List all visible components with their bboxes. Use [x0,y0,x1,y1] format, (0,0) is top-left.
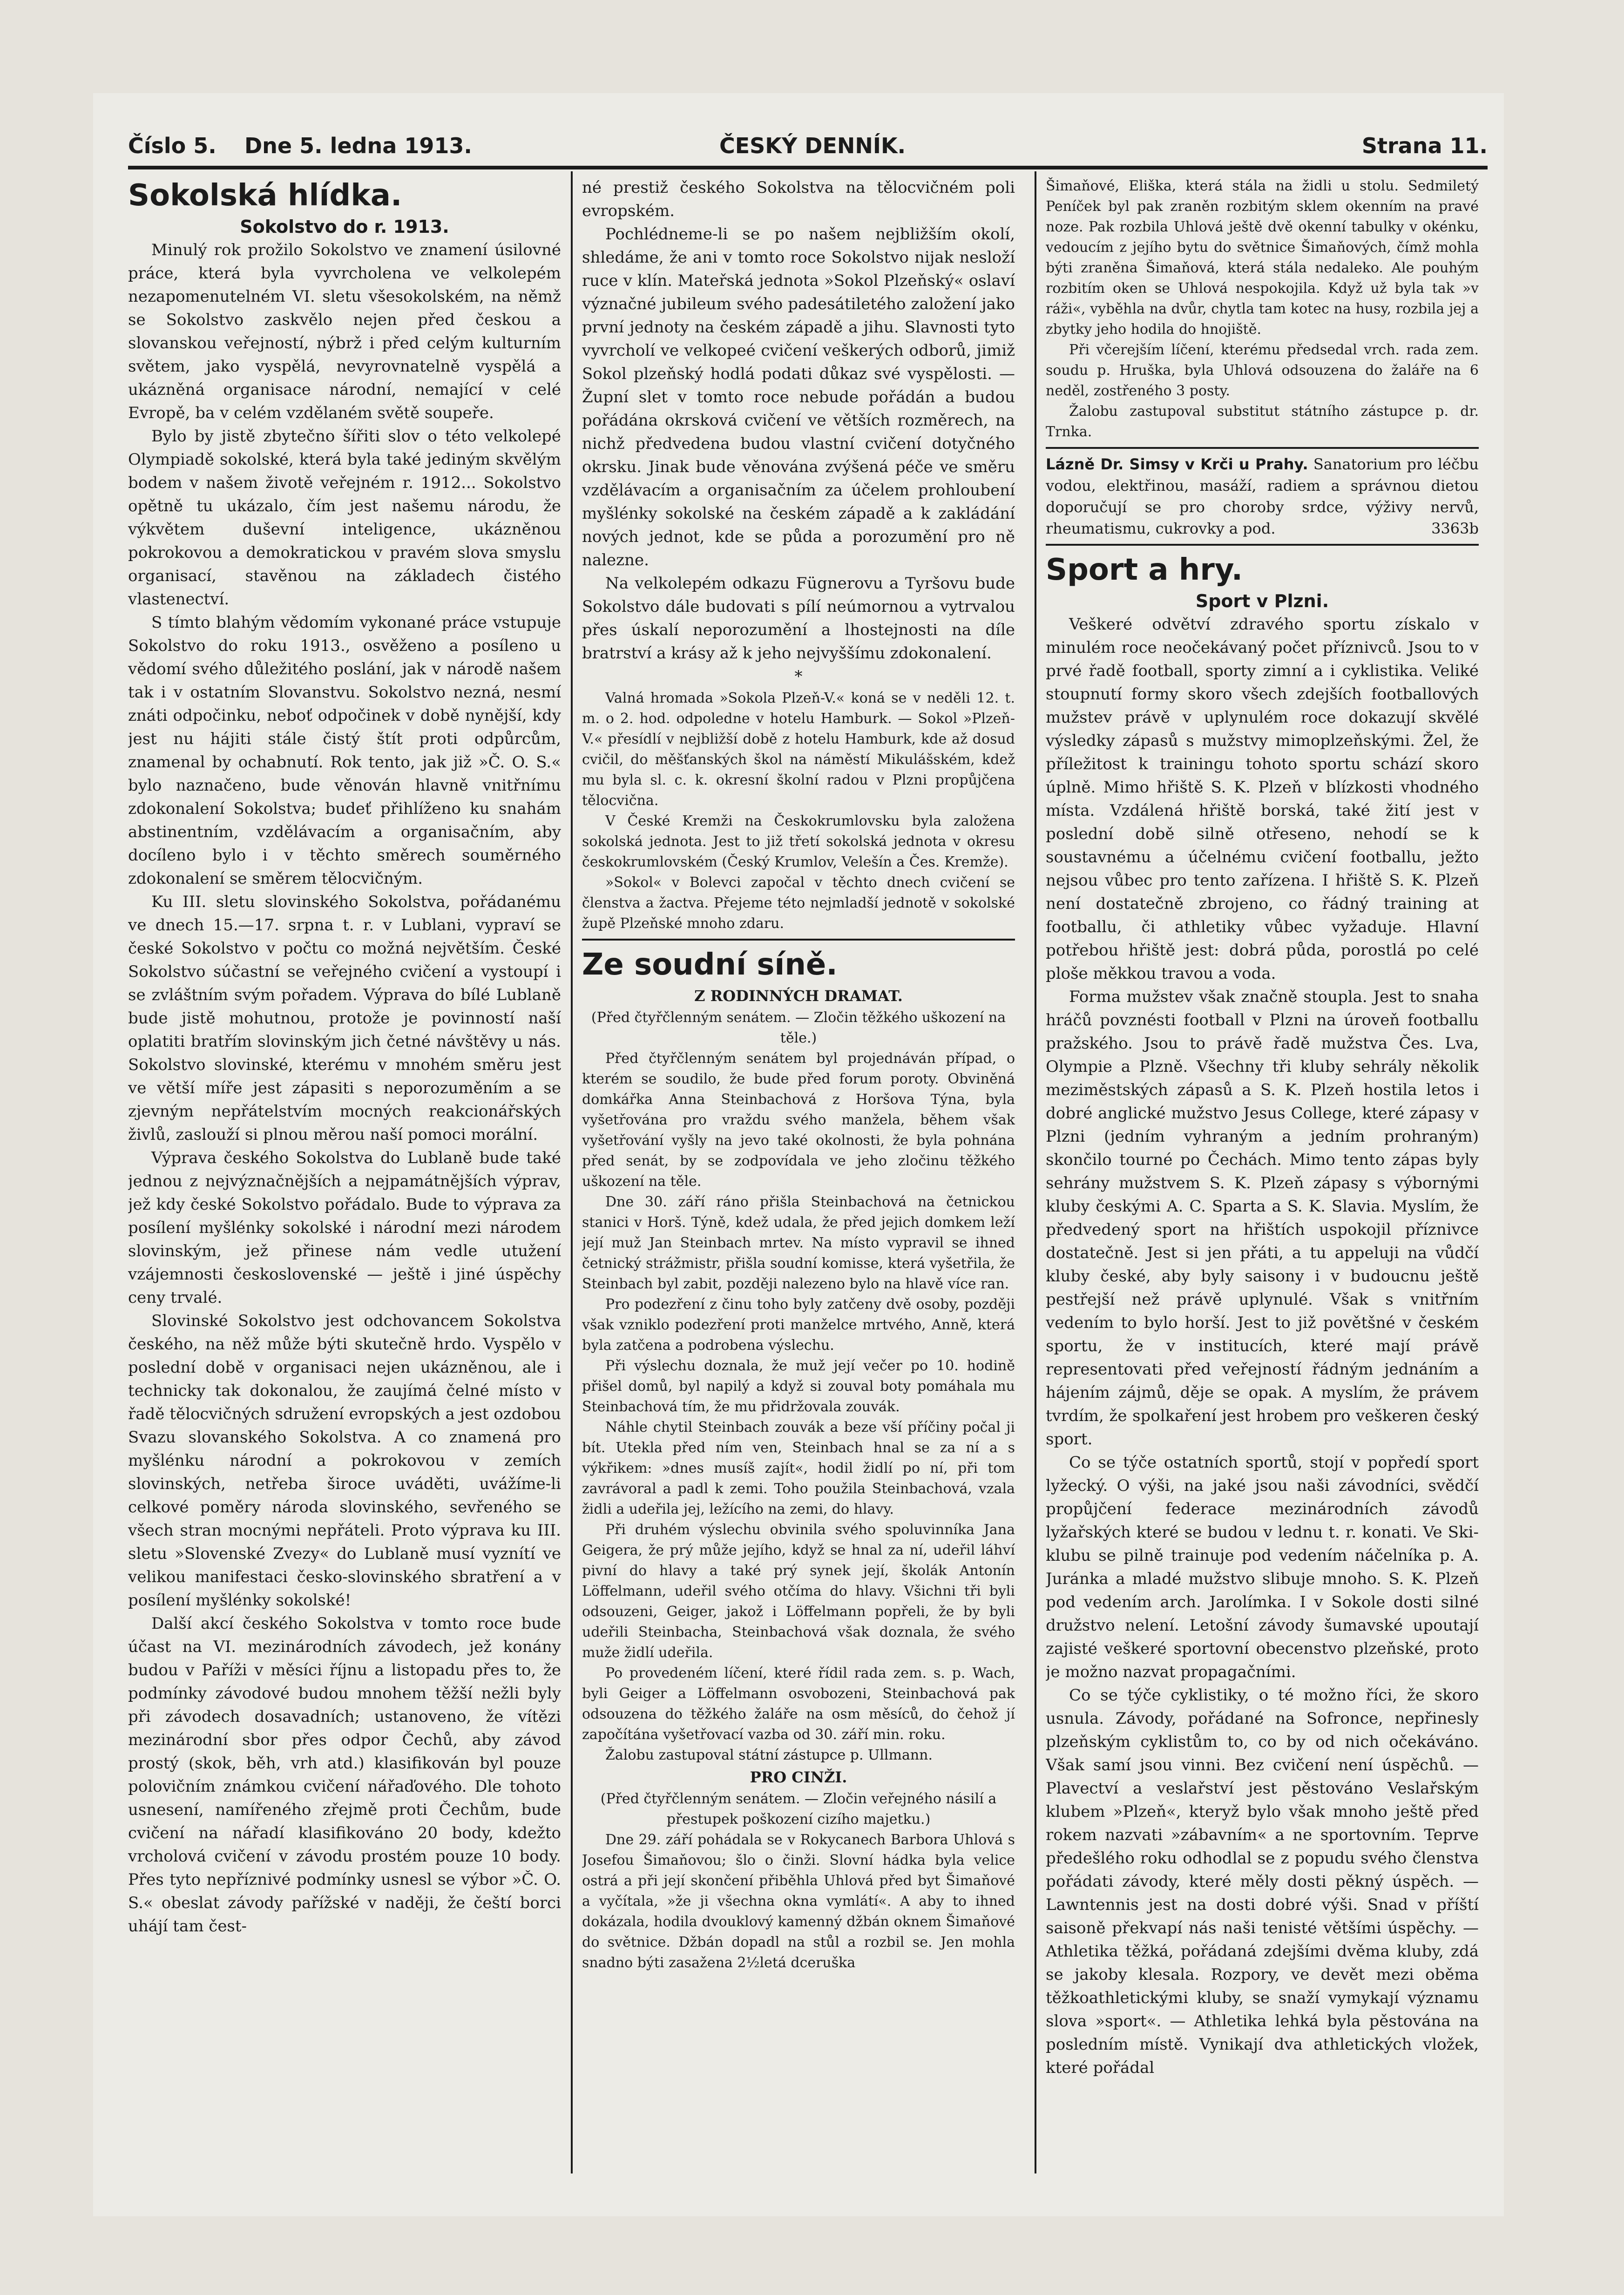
paragraph: Slovinské Sokolstvo jest odchovancem Sokolstva českého, na něž může býti skutečně hrdo. Vyspělo v poslední době v organisaci nejen ukázněnou, ale i technicky tak dokonalou, že zaujímá čelné místo v řadě tělocvičných sdružení evropských a jest ozdobou Svazu slovanského Sokolstva. A co znamená pro myšlénku národní a pokrokovou v zemích slovinských, netřeba široce uváděti, uvážíme-li celkové poměry národa slovinského, sevřeného se všech stran mocnými nepřáteli. Proto výprava ku III. sletu »Slovenské Zvezy« do Lublaně musí vyznítí ve velikou manifestaci česko-slovinského sbratření a v posílení myšlénky sokolské! [128,1312,561,1610]
ad-divider [1046,447,1479,449]
paragraph: Bylo by jistě zbytečno šířiti slov o této velkolepé Olympiadě sokolské, která byla také jediným skvělým bodem v našem životě veřejném r. 1912... Sokolstvo opětně tu ukázalo, čím jest našemu národu, že výkvětem duševní inteligence, ukázněnou pokrokovou a demokratickou v pravém slova smyslu organisací, stavěnou na základech čistého vlastenectví. [128,427,561,609]
article-subtitle: Sokolstvo do r. 1913. [240,217,449,237]
ad-text: Sanatorium pro léčbu vodou, elektřinou, masáží, radiem a správnou dietou doporučují se pro choroby srdce, výživy nervů, rheumatismu, cukrovky a pod. [1046,455,1479,537]
paragraph: Žalobu zastupoval státní zástupce p. Ullmann. [605,1747,933,1763]
column-rule-1 [571,171,573,2173]
paragraph: Po provedeném líčení, které řídil rada zem. s. p. Wach, byli Geiger a Löffelmann osvobozeni, Steinbachová pak odsouzena do těžkého žaláře na osm měsíců, do čehož jí započítána vyšetřovací vazba od 30. září min. roku. [582,1665,1015,1743]
paragraph: Další akcí českého Sokolstva v tomto roce bude účast na VI. mezinárodních závodech, jež konány budou v Paříži v měsíci říjnu a listopadu přes to, že podmínky závodové budou mnohem těžší nežli byly při závodech dosavadních; ustanoveno, že vítězi mezinárodní sbor přes odpor Čechů, aby závod prostý (skok, běh, vrh atd.) klasifikován byl pouze polovičním známkou cvičení nářaďového. Dle tohoto usnesení, namířeného zřejmě proti Čechům, bude cvičení na nářadí klasifikováno 20 body, kdežto vrcholová cvičení v závodu prostém pouze 10 body. Přes tyto nepříznivé podmínky usnesl se výbor »Č. O. S.« obeslat závody pařížské v naději, že čeští borci uhájí tam čest- [128,1614,561,1936]
section-title-court: Ze soudní síně. [582,948,838,982]
paragraph: Při výslechu doznala, že muž její večer po 10. hodině přišel domů, byl napilý a když si zouval boty pomáhala mu Steinbachová tím, že mu přidržovala zouvák. [582,1358,1015,1415]
page-header [128,133,1488,168]
paragraph: Dne 30. září ráno přišla Steinbachová na četnickou stanici v Horš. Týně, kdež udala, že před jejich domkem leží její muž Jan Steinbach mrtev. Na místo vypravil se ihned četnický strážmistr, přišla soudní komisse, která vyšetřila, že Steinbach byl zabit, později nalezeno bylo na hlavě více ran. [582,1194,1015,1292]
paragraph: Šimaňové, Eliška, která stála na židli u stolu. Sedmiletý Peníček byl pak zraněn rozbitým sklem okenním na pravé noze. Pak rozbila Uhlová ještě dvě okenní tabulky v okénku, vedoucím z jejího bytu do světnice Šimaňových, čímž mohla býti zraněna Šimaňová, která stála nedaleko. Ale pouhým rozbitím oken se Uhlová nespokojila. Když už byla tak »v ráži«, vyběhla na dvůr, chytla tam kotec na husy, rozbila jej a zbytky jeho hodila do hnojiště. [1046,178,1479,338]
paragraph: Před čtyřčlenným senátem byl projednáván případ, o kterém se soudilo, že bude před forum poroty. Obviněná domkářka Anna Steinbachová z Horšova Týna, byla vyšetřována pro vraždu svého manžela, během však vyšetřování vyšly na jevo také okolnosti, že byla pohnána před senát, by se zodpovídala ve jeho zločinu těžkého uškození na těle. [582,1050,1015,1190]
paragraph: Na velkolepém odkazu Fügnerovu a Tyršovu bude Sokolstvo dále budovati s pílí neúmornou a vytrvalou přes úskalí neporozumění a lhostejnosti na díle bratrství a krásy až k jeho nejvyššímu zdokonalení. [582,574,1015,663]
article-lead: (Před čtyřčlenným senátem. — Zločin veřejného násilí a přestupek poškození cizího majetku.) [600,1791,997,1828]
paragraph: Při včerejším líčení, kterému předsedal vrch. rada zem. soudu p. Hruška, byla Uhlová odsouzena do žaláře na 6 neděl, zostřeného 3 posty. [1046,342,1479,399]
ad-code: 3363b [1431,520,1479,537]
paragraph: Výprava českého Sokolstva do Lublaně bude také jednou z nejvýznačnějších a nejpamátnějších výprav, jež kdy české Sokolstvo pořádalo. Bude to výprava za posílení myšlénky sokolské i národní mezi národem slovinským, jež přinese nám vedle utužení vzájemnosti československé — ještě i jiné úspěchy ceny trvalé. [128,1149,561,1307]
column-1 [128,176,561,2173]
section-divider [1046,544,1479,546]
article-title: PRO CINŽI. [750,1768,847,1786]
news-note: Valná hromada »Sokola Plzeň-V.« koná se v neděli 12. t. m. o 2. hod. odpoledne v hotelu Hamburk. — Sokol »Plzeň-V.« přesídlí v nejbližší době z hotelu Hamburk, kde až dosud cvičil, do měšťanských škol na náměstí Mikulášském, kdež mu byla sl. c. k. okresní školní radou v Plzni propůjčena tělocvična. [582,690,1015,809]
paragraph: Co se týče ostatních sportů, stojí v popředí sport lyžecký. O výši, na jaké jsou naši závodníci, svědčí propůjčení federace mezinárodních závodů lyžařských které se budou v lednu t. r. konati. Ve Ski-klubu se pilně trainuje pod vedením náčelníka p. A. Juránka a mladé mužstvo slibuje mnoho. S. K. Plzeň pod vedením arch. Jarolímka. I v Sokole dosti silné družstvo nelení. Letošní závody šumavské upoutají zajisté veškeré sportovní obecenstvo plzeňské, proto je možno nazvat propagačními. [1046,1453,1479,1681]
separator-star: * [794,667,803,686]
paragraph: Minulý rok prožilo Sokolstvo ve znamení úsilovné práce, která byla vyvrcholena ve velkolepém nezapomenutelném VI. sletu všesokolském, na němž se Sokolstvo zaskvělo nejen před českou a slovanskou veřejností, nýbrž i před celým kulturním světem, jako vyspělá, nevyrovnatelně vyspělá a ukázněná organisace národní, nemající v celé Evropě, ba v celém vzdělaném světě soupeře. [128,241,561,422]
paragraph: Při druhém výslechu obvinila svého spoluvinníka Jana Geigera, že prý může jejího, když se hnal za ní, udeřil láhví pivní do hlavy a také prý synek její, školák Antonín Löffelmann, udeřil svého otčíma do hlavy. Všichni tři byli odsouzeni, Geiger, jakož i Löffelmann popřeli, že by byli udeřili Steinbacha, Steinbachová však doznala, že svého muže židlí udeřila. [582,1522,1015,1661]
paragraph: Ku III. sletu slovinského Sokolstva, pořádanému ve dnech 15.—17. srpna t. r. v Lublani, vypraví se české Sokolstvo v počtu co možná největším. České Sokolstvo súčastní se veřejného cvičení a vystoupí i se zvláštním svým pořadem. Výprava do bílé Lublaně bude jistě mohutnou, protože je povinností naší oplatiti bratřím slovinským jich četné návštěvy u nás. Sokolstvo slovinské, kterému v mnohém směru jest ve větší míře jest zápasiti s neporozuměním a se zjevným nepřátelstvím mocných reakcionářských živlů, zaslouží si plnou měrou naší pomoci morální. [128,893,561,1144]
issue-date: Dne 5. ledna 1913. [244,133,472,158]
article-title: Z RODINNÝCH DRAMAT. [694,987,903,1005]
section-title-sokol: Sokolská hlídka. [128,178,402,213]
news-note: »Sokol« v Bolevci započal v těchto dnech cvičení se členstva a žactva. Přejeme této nejmladší jednotě v sokolské župě Plzeňské mnoho zdaru. [582,874,1015,932]
ad-name: Lázně Dr. Simsy v Krči u Prahy. [1046,455,1308,473]
news-note: V České Kremži na Českokrumlovsku byla založena sokolská jednota. Jest to již třetí sokolská jednota v okresu českokrumlovském (Český Krumlov, Velešín a Čes. Kremže). [582,813,1015,870]
issue-number: Číslo 5. [128,133,217,158]
paragraph: Pochlédneme-li se po našem nejbližším okolí, shledáme, že ani v tomto roce Sokolstvo nijak nesloží ruce v klín. Mateřská jednota »Sokol Plzeňský« oslaví význačné jubileum svého padesátiletého založení jako první jednoty na českém západě a jihu. Slavnosti tyto vyvrcholí ve velkopeé cvičení veškerých odborů, jimiž Sokol plzeňský hodlá podati důkaz své vyspělosti. — Župní slet v tomto roce nebude pořádán a budou pořádána okrsková cvičení ve větších rozměrech, na nichž předvedena budou vlastní cvičení dotyčného okrsku. Jinak bude věnována zvýšená péče ve směru vzdělávacím a organisačním za účelem prohloubení myšlénky sokolské na českém západě a k zakládání nových jednot, kde se půda a porozumění pro ně nalezne. [582,225,1015,569]
article-lead: (Před čtyřčlenným senátem. — Zločin těžkého uškození na těle.) [591,1009,1006,1046]
paragraph: Dne 29. září pohádala se v Rokycanech Barbora Uhlová s Josefou Šimaňovou; šlo o činži. Slovní hádka byla velice ostrá a při její skončení přiběhla Uhlová před byt Šimaňové a vyčítala, »že ji všechna okna vymlátí«. A aby to ihned dokázala, hodila dvouklový kamenný džbán oknem Šimaňové do světnice. Džbán dopadl na stůl a rozbil se. Jen mohla snadno býti zasažena 2½letá dceruška [582,1832,1015,1971]
article-subtitle: Sport v Plzni. [1195,591,1329,611]
paragraph: Forma mužstev však značně stoupla. Jest to snaha hráčů povznésti football v Plzni na úroveň footballu pražského. Jsou to právě řadě mužstva Čes. Lva, Olympie a Plzně. Všechny tři kluby sehrály několik meziměstských zápasů a S. K. Plzeň hostila letos i dobré anglické mužstvo Jesus College, které zápasy v Plzni (jedním vyhraným a jedním prohraným) skončilo tourné po Čechách. Mimo tento zápas byly sehrány mužstvem S. K. Plzeň zápasy s výbornými kluby českými A. C. Sparta a S. K. Slavia. Myslím, že předvedený sport na hřištích uspokojil příznivce dostatečně. Jest si jen přáti, a tu appeluji na vůdčí kluby české, aby byly saisony i v budoucnu ještě pestřejší než právě uplynulé. Však s vnitřním vedením to bylo horší. Jest to již povětšné v českém sportu, že v institucích, které mají právě representovati před veřejností řádným jednáním a hájením zájmů, děje se opak. A myslím, že právem tvrdím, že spolkaření jest hrobem pro veškeren český sport. [1046,988,1479,1449]
column-3 [1046,176,1479,2173]
header-rule [128,166,1488,169]
paragraph: Veškeré odvětví zdravého sportu získalo v minulém roce neočekávaný počet příznivců. Jsou to v prvé řadě football, sporty zimní a i cyklistika. Veliké stoupnutí formy skoro všech zdejších footballových mužstev právě v uplynulém roce dokazují skvělé výsledky zápasů s mužstvy mimoplzeňskými. Žel, že příležitost k trainingu tohoto sportu schází skoro úplně. Mimo hřiště S. K. Plzeň v blízkosti vhodného místa. Vzdálená hřiště borská, také žití jest v poslední době silně otřeseno, nehodí se k soustavnému a účelnému cvičení footballu, ježto nejsou vůbec pro tento zařízena. I hřiště S. K. Plzeň není dostatečně zbrojeno, co řádný training at footballu, či athletiky vůbec vyžaduje. Hlavní potřebou hřiště jest: dobrá půda, porostlá po celé ploše měkkou travou a voda. [1046,615,1479,983]
newspaper-name: ČESKÝ DENNÍK. [719,133,906,158]
section-divider [582,939,1015,941]
page-number: Strana 11. [1361,133,1488,158]
paragraph: S tímto blahým vědomím vykonané práce vstupuje Sokolstvo do roku 1913., osvěženo a posíleno u vědomí svého důležitého poslání, jak v národě našem tak i v ostatním Slovanstvu. Sokolstvo nezná, nesmí znáti odpočinku, neboť odpočinek v době nynější, kdy jest nu hájiti stále čistý štít proti odpůrcům, znamenal by ochabnutí. Rok tento, jak již »Č. O. S.« bylo naznačeno, bude věnován hlavně vnitřnímu zdokonalení Sokolstva; budeť přihlíženo ku snahám abstinentním, vzdělávacím a organisačním, aby docíleno bylo i v těchto směrech souměrného zdokonalení se směrem tělocvičným. [128,613,561,888]
section-title-sport: Sport a hry. [1046,553,1243,587]
paragraph: Žalobu zastupoval substitut státního zástupce p. dr. Trnka. [1046,403,1479,440]
paragraph: Co se týče cyklistiky, o té možno říci, že skoro usnula. Závody, pořádané na Sofronce, nepřinesly plzeňským cyklistům to, co by od nich očekáváno. Však samí jsou vinni. Bez cvičení není úspěchů. — Plavectví a veslařství jest pěstováno Veslařským klubem »Plzeň«, kteryž bylo však mnoho ještě před rokem nazvati »zábavním« a ne sportovním. Teprve předešlého roku odhodlal se z popudu svého členstva pořádati závody, které měly dosti pěkný úspěch. — Lawntennis jest na dosti dobré výši. Snad v příští saisoně překvapí nás naši tenisté většími úspěchy. — Athletika těžká, pořádaná zdejšími dvěma kluby, zdá se jakoby klesala. Rozpory, ve devět mezi oběma těžkoathletickými kluby, se snaží vymykají významu slova »sport«. — Athletika lehká byla pěstována na posledním místě. Vynikají dva athletických vložek, které pořádal [1046,1686,1479,2077]
paragraph: né prestiž českého Sokolstva na tělocvičném poli evropském. [582,178,1015,220]
column-2 [582,176,1015,2173]
paragraph: Náhle chytil Steinbach zouvák a beze vší příčiny počal ji bít. Utekla před ním ven, Steinbach hnal se za ní a s výkřikem: »dnes musíš zajít«, hodil židlí po ní, při tom zavrávoral a padl k zemi. Toho použila Steinbachová, vzala židli a udeřila jej, ležícího na zemi, do hlavy. [582,1419,1015,1517]
advertisement [1046,454,1479,539]
paragraph: Pro podezření z činu toho byly zatčeny dvě osoby, později však vzniklo podezření proti manželce mrtvého, Anně, která byla zatčena a podrobena výslechu. [582,1296,1015,1354]
column-rule-2 [1035,171,1036,2173]
